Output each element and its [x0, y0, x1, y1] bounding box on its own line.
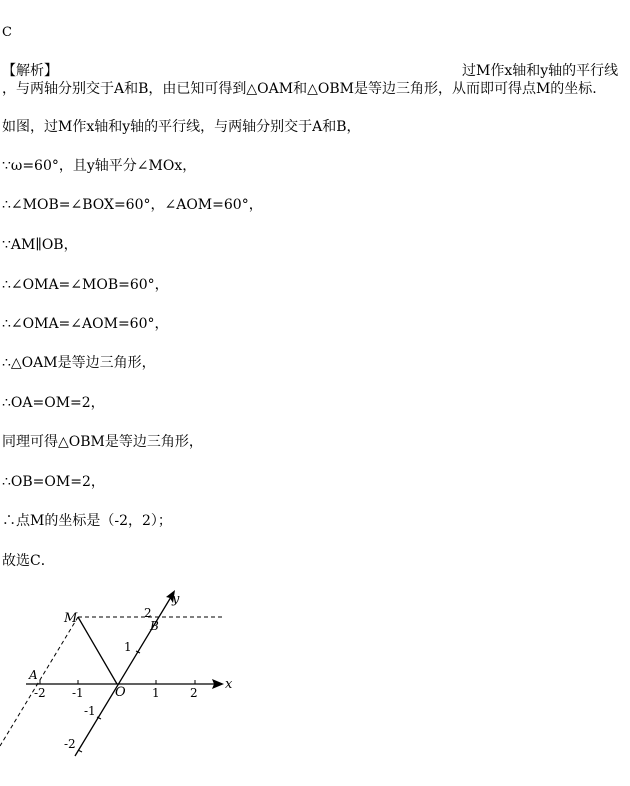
x-tick-label: 2 [190, 686, 198, 700]
analysis-summary-right: 过M作x轴和y轴的平行线 [462, 63, 619, 79]
point-M-label: M [64, 611, 78, 626]
step-line: ∴∠OMA=∠AOM=60°， [2, 316, 169, 332]
analysis-label: 【解析】 [2, 63, 58, 79]
point-B-label: B [150, 619, 159, 633]
step-line: 同理可得△OBM是等边三角形， [2, 434, 203, 450]
origin-label: O [115, 685, 126, 700]
step-line: ∵AM∥OB， [2, 237, 78, 253]
step-line: ∴△OAM是等边三角形， [2, 355, 156, 371]
step-line: ∴OA=OM=2， [2, 395, 105, 411]
x-tick-label: -2 [34, 686, 46, 700]
y-tick-label: 2 [144, 606, 152, 620]
step-line: ∴点M的坐标是（-2，2）； [2, 513, 172, 529]
answer-letter: C [2, 25, 12, 40]
point-A-label: A [29, 668, 38, 682]
step-line: ∴∠OMA=∠MOB=60°， [2, 277, 169, 293]
parallel-to-y-dashed [0, 617, 78, 746]
segment-OM [78, 617, 117, 684]
y-tick-label: 1 [124, 640, 132, 654]
step-line: 如图，过M作x轴和y轴的平行线，与两轴分别交于A和B， [2, 119, 361, 135]
step-line: ∴∠MOB=∠BOX=60°，∠AOM=60°， [2, 197, 263, 213]
analysis-summary: ，与两轴分别交于A和B，由已知可得到△OAM和△OBM是等边三角形，从而即可得点M的坐标. [2, 81, 597, 97]
y-tick-label: -2 [64, 737, 76, 751]
step-line: ∴OB=OM=2， [2, 474, 105, 490]
step-line: ∵ω=60°，且y轴平分∠MOx， [2, 158, 197, 174]
y-axis-label: y [172, 592, 180, 607]
y-tick-label: -1 [84, 704, 96, 718]
step-line: 故选C． [2, 553, 55, 569]
x-tick-label: -1 [72, 686, 84, 700]
x-axis-label: x [225, 677, 233, 692]
x-tick-label: 1 [152, 686, 160, 700]
